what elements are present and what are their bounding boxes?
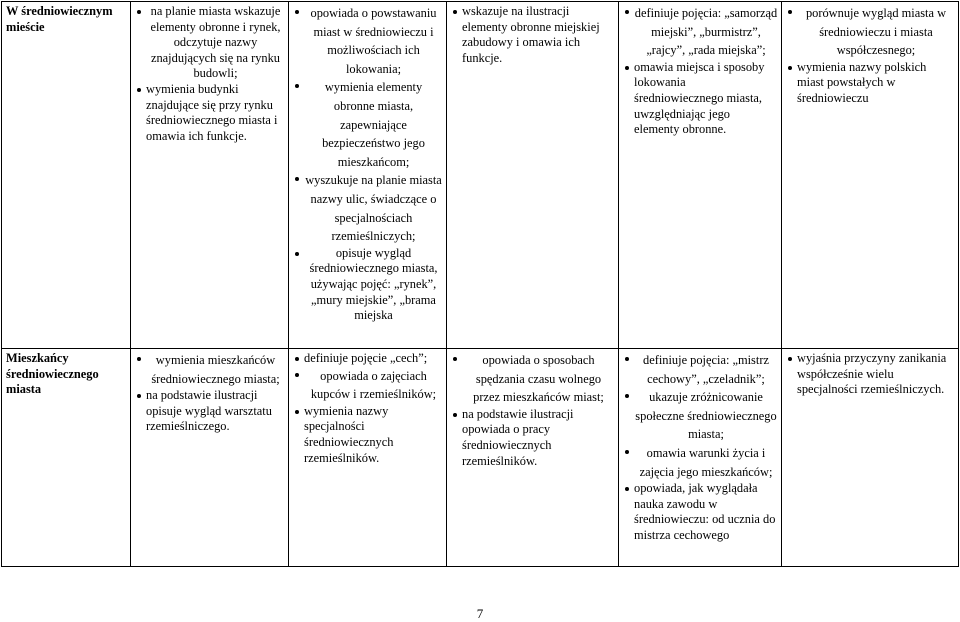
list-item: definiuje pojęcie „cech”; xyxy=(293,351,443,367)
list-item: definiuje pojęcia: „mistrz cechowy”, „czeladnik”; xyxy=(623,351,778,388)
list-item: na planie miasta wskazuje elementy obronne i rynek, odczytuje nazwy znajdujących się na rynku budowli; xyxy=(135,4,285,82)
requirements-cell xyxy=(447,349,619,567)
list-item: wymienia budynki znajdujące się przy rynku średniowiecznego miasta i omawia ich funkcje. xyxy=(135,82,285,144)
requirements-cell xyxy=(782,349,959,567)
list-item: wyszukuje na planie miasta nazwy ulic, świadczące o specjalnościach rzemieślniczych; xyxy=(293,171,443,245)
list-item: na podstawie ilustracji opisuje wygląd warsztatu rzemieślniczego. xyxy=(135,388,285,435)
curriculum-table xyxy=(1,1,959,567)
list-item: wymienia nazwy polskich miast powstałych w średniowieczu xyxy=(786,60,955,107)
requirements-cell xyxy=(447,2,619,349)
list-item: omawia warunki życia i zajęcia jego mieszkańców; xyxy=(623,444,778,481)
requirements-cell xyxy=(131,2,289,349)
list-item: wymienia mieszkańców średniowiecznego miasta; xyxy=(135,351,285,388)
requirements-cell xyxy=(619,349,782,567)
list-item: opowiada o zajęciach kupców i rzemieślników; xyxy=(293,367,443,404)
requirements-cell xyxy=(782,2,959,349)
list-item: opowiada o powstawaniu miast w średniowieczu i możliwościach ich lokowania; xyxy=(293,4,443,78)
requirements-cell xyxy=(289,349,447,567)
list-item: na podstawie ilustracji opowiada o pracy średniowiecznych rzemieślników. xyxy=(451,407,615,469)
list-item: wymienia elementy obronne miasta, zapewniające bezpieczeństwo jego mieszkańcom; xyxy=(293,78,443,171)
topic-cell: Mieszkańcy średniowiecznego miasta xyxy=(2,349,131,567)
topic-cell: W średniowiecznym mieście xyxy=(2,2,131,349)
table-row xyxy=(2,2,959,349)
requirements-cell xyxy=(619,2,782,349)
list-item: definiuje pojęcia: „samorząd miejski”, „burmistrz”, „rajcy”, „rada miejska”; xyxy=(623,4,778,60)
list-item: ukazuje zróżnicowanie społeczne średniowiecznego miasta; xyxy=(623,388,778,444)
page-number: 7 xyxy=(476,606,484,621)
requirements-cell xyxy=(289,2,447,349)
list-item: wskazuje na ilustracji elementy obronne miejskiej zabudowy i omawia ich funkcje. xyxy=(451,4,615,66)
list-item: opowiada o sposobach spędzania czasu wolnego przez mieszkańców miast; xyxy=(451,351,615,407)
list-item: omawia miejsca i sposoby lokowania średniowiecznego miasta, uwzględniając jego elementy obronne. xyxy=(623,60,778,138)
list-item: wymienia nazwy specjalności średniowiecznych rzemieślników. xyxy=(293,404,443,466)
list-item: porównuje wygląd miasta w średniowieczu i miasta współczesnego; xyxy=(786,4,955,60)
list-item: opowiada, jak wyglądała nauka zawodu w średniowieczu: od ucznia do mistrza cechowego xyxy=(623,481,778,543)
list-item: wyjaśnia przyczyny zanikania współcześnie wielu specjalności rzemieślniczych. xyxy=(786,351,955,398)
requirements-cell xyxy=(131,349,289,567)
list-item: opisuje wygląd średniowiecznego miasta, używając pojęć: „rynek”, „mury miejskie”, „brama miejska xyxy=(293,246,443,324)
table-row xyxy=(2,349,959,567)
